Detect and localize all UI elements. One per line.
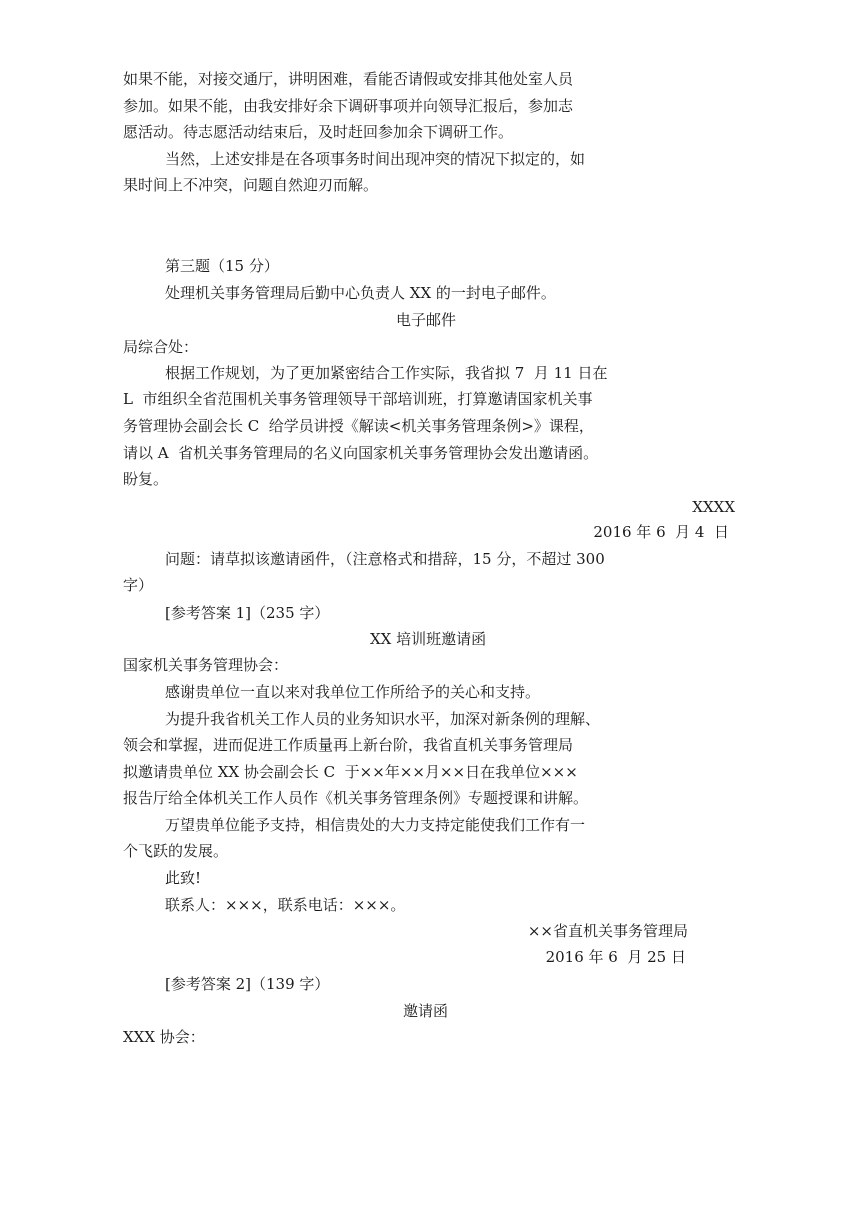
text-line: 参加。如果不能，由我安排好余下调研事项并向领导汇报后，参加志 xyxy=(123,97,574,115)
answer-line: 领会和掌握，进而促进工作质量再上新台阶，我省直机关事务管理局 xyxy=(123,736,574,754)
answer-signature: ××省直机关事务管理局 xyxy=(527,922,688,940)
answer-line: 感谢贵单位一直以来对我单位工作所给予的关心和支持。 xyxy=(165,683,541,701)
question-intro: 处理机关事务管理局后勤中心负责人 XX 的一封电子邮件。 xyxy=(165,284,556,302)
answer-line: 为提升我省机关工作人员的业务知识水平，加深对新条例的理解、 xyxy=(165,710,601,728)
question-heading: 第三题（15 分） xyxy=(165,257,279,275)
text-line: 如果不能，对接交通厅，讲明困难，看能否请假或安排其他处室人员 xyxy=(123,70,574,88)
email-body-line: 务管理协会副会长 C 给学员讲授《解读<机关事务管理条例>》课程， xyxy=(123,417,594,435)
text-line: 愿活动。待志愿活动结束后，及时赶回参加余下调研工作。 xyxy=(123,123,514,141)
email-date: 2016 年 6 月 4 日 xyxy=(593,523,729,541)
answer-line: 联系人：×××，联系电话：×××。 xyxy=(165,896,406,914)
answer-line: 此致! xyxy=(165,869,202,887)
email-body-line: 请以 A 省机关事务管理局的名义向国家机关事务管理协会发出邀请函。 xyxy=(123,444,599,462)
answer-line: 个飞跃的发展。 xyxy=(123,842,229,860)
answer-salutation: 国家机关事务管理协会： xyxy=(123,656,289,674)
email-title: 电子邮件 xyxy=(396,311,457,329)
answer-title: 邀请函 xyxy=(403,1002,449,1020)
email-body-line: L 市组织全省范围机关事务管理领导干部培训班，打算邀请国家机关事 xyxy=(123,390,593,408)
answer-line: 万望贵单位能予支持，相信贵处的大力支持定能使我们工作有一 xyxy=(165,816,586,834)
answer-title: XX 培训班邀请函 xyxy=(370,630,487,648)
answer-label: [参考答案 2]（139 字） xyxy=(165,975,330,993)
email-body-line: 根据工作规划，为了更加紧密结合工作实际，我省拟 7 月 11 日在 xyxy=(165,364,608,382)
answer-line: 报告厅给全体机关工作人员作《机关事务管理条例》专题授课和讲解。 xyxy=(123,789,589,807)
answer-date: 2016 年 6 月 25 日 xyxy=(545,948,686,966)
question-prompt: 问题：请草拟该邀请函件，（注意格式和措辞，15 分，不超过 300 xyxy=(165,550,605,568)
email-signature: XXXX xyxy=(692,498,735,516)
answer-salutation: XXX 协会： xyxy=(123,1028,205,1046)
email-salutation: 局综合处： xyxy=(123,338,199,356)
email-body-line: 盼复。 xyxy=(123,470,169,488)
text-line: 果时间上不冲突，问题自然迎刃而解。 xyxy=(123,176,379,194)
text-line: 当然，上述安排是在各项事务时间出现冲突的情况下拟定的，如 xyxy=(165,150,586,168)
answer-label: [参考答案 1]（235 字） xyxy=(165,604,330,622)
question-prompt: 字） xyxy=(123,576,154,594)
answer-line: 拟邀请贵单位 XX 协会副会长 C 于××年××月××日在我单位××× xyxy=(123,763,578,781)
